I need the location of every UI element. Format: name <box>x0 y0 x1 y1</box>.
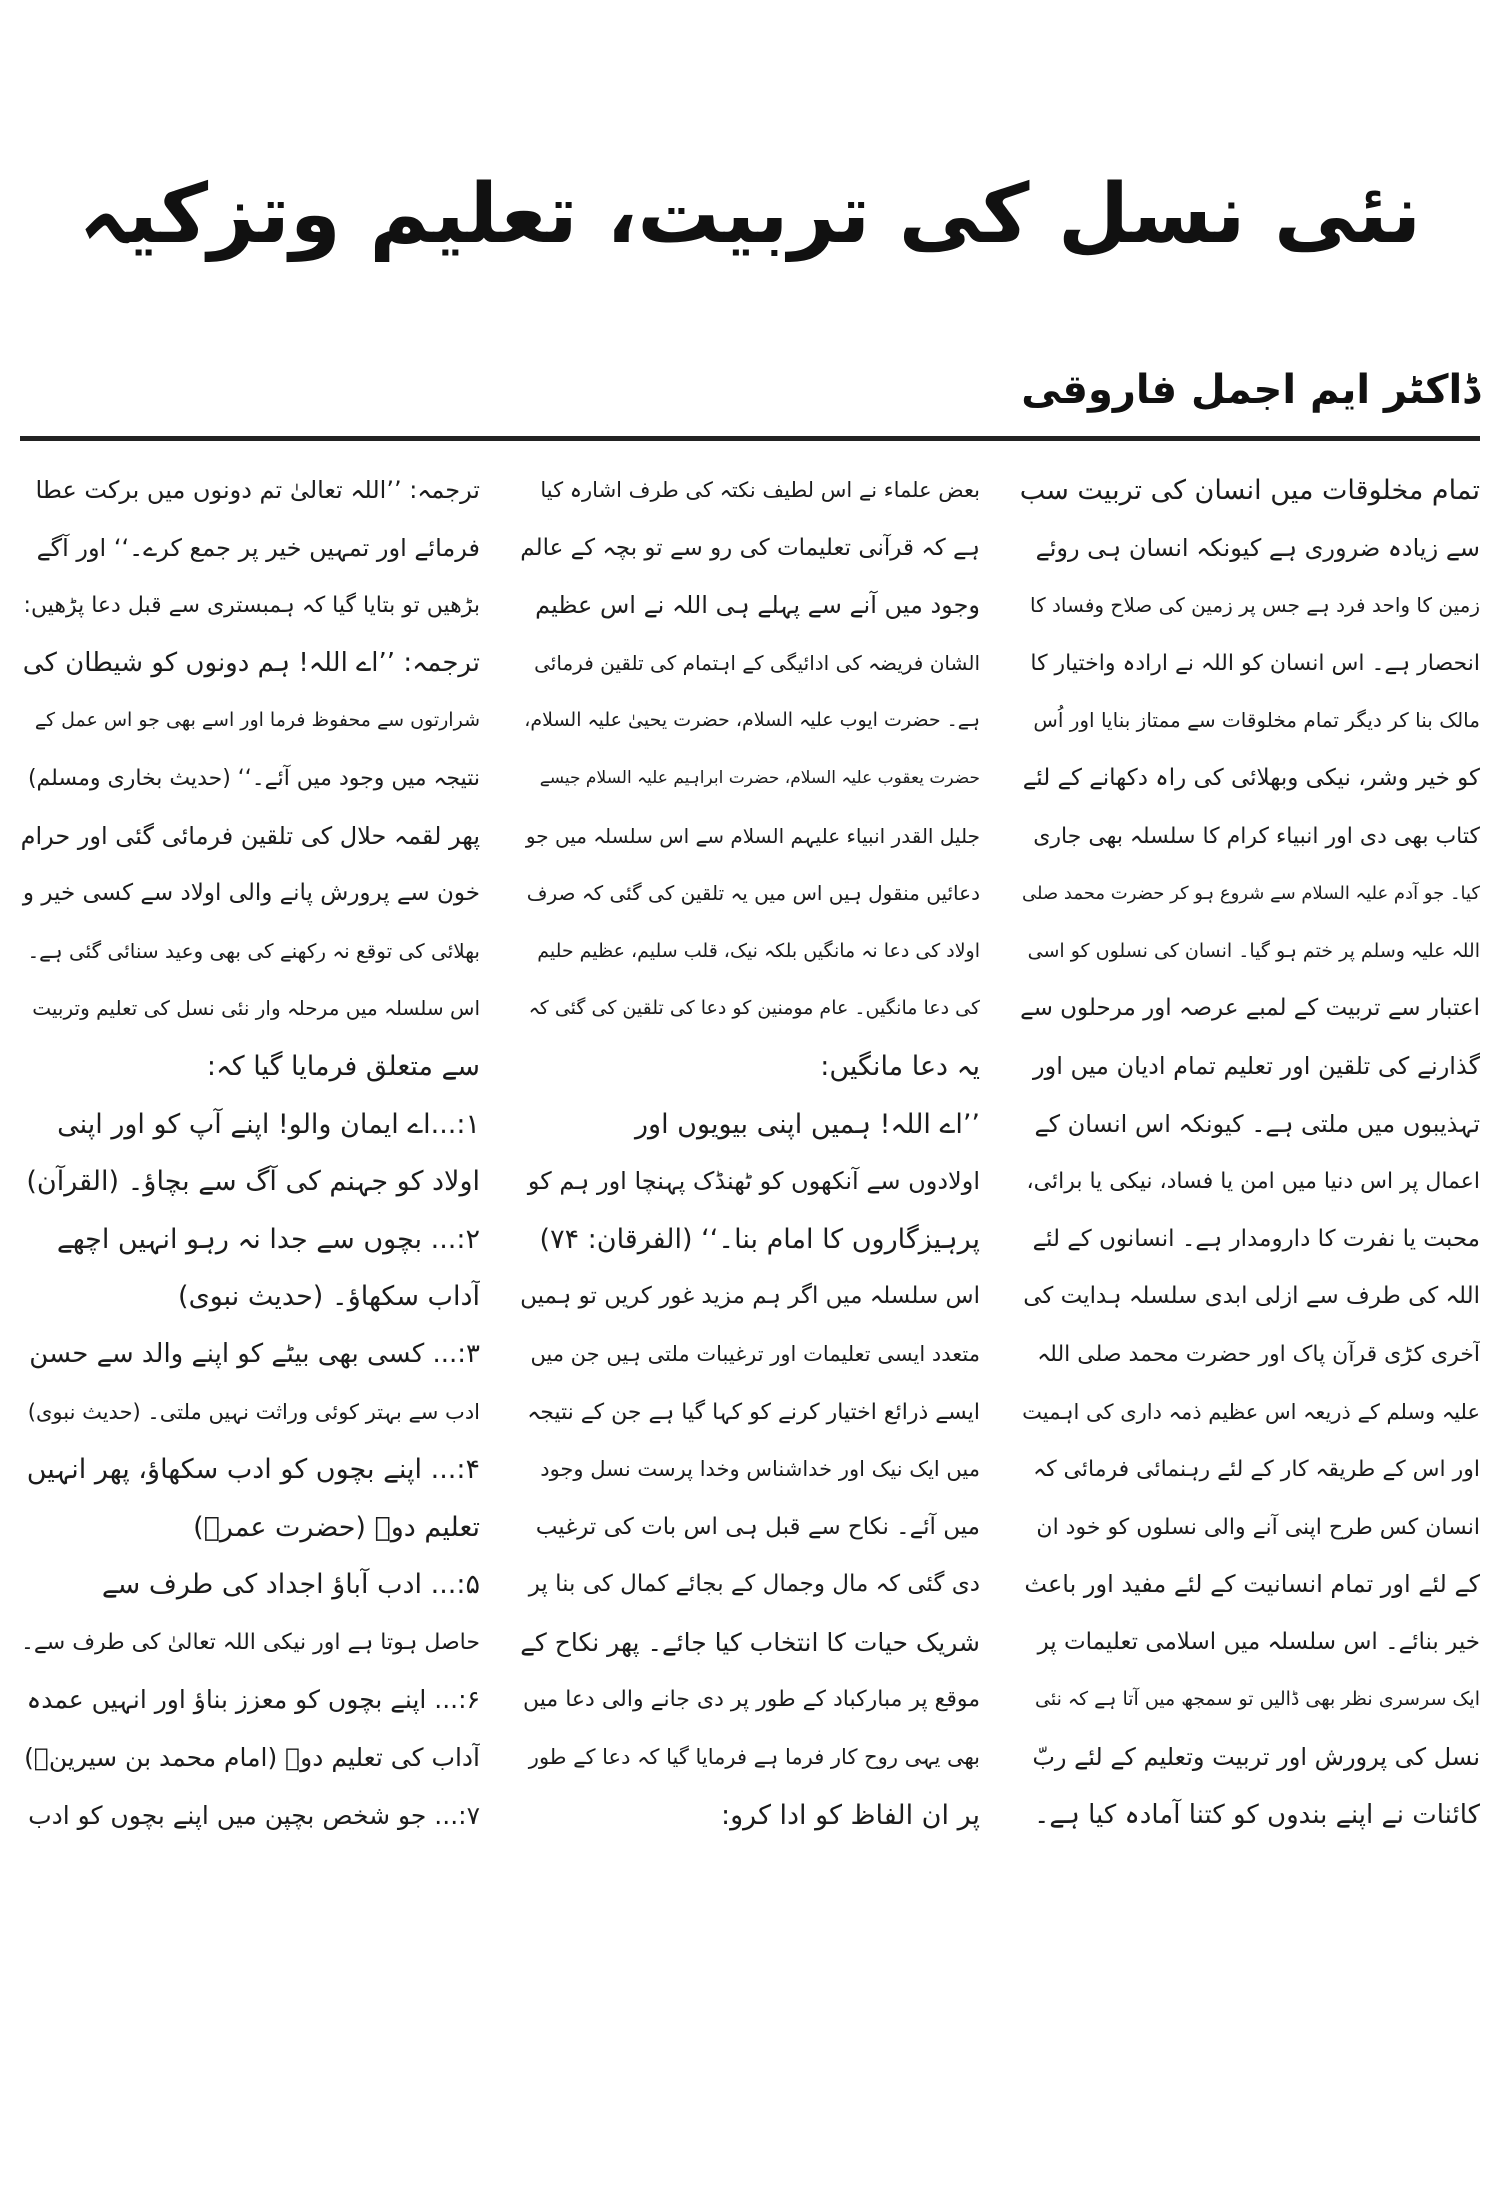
text-line: زمین کا واحد فرد ہے جس پر زمین کی صلاح وفساد کا <box>1030 593 1480 618</box>
text-line: آداب سکھاؤ۔ (حدیث نبوی) <box>178 1281 480 1313</box>
text-line: اللہ کی طرف سے ازلی ابدی سلسلہ ہدایت کی <box>1023 1283 1480 1310</box>
text-line: سے زیادہ ضروری ہے کیونکہ انسان ہی روئے <box>1035 533 1480 562</box>
text-line: انسان کس طرح اپنی آنے والی نسلوں کو خود ان <box>1036 1514 1480 1540</box>
text-line: یہ دعا مانگیں: <box>820 1050 980 1082</box>
text-line: پرہیزگاروں کا امام بنا۔‘‘ (الفرقان: ۷۴) <box>539 1223 980 1255</box>
text-line: سے متعلق فرمایا گیا کہ: <box>206 1050 480 1082</box>
text-line: حاصل ہوتا ہے اور نیکی اللہ تعالیٰ کی طرف سے۔ <box>20 1629 480 1655</box>
text-line: خون سے پرورش پانے والی اولاد سے کسی خیر و <box>22 880 480 907</box>
text-line: اللہ علیہ وسلم پر ختم ہو گیا۔ انسان کی نسلوں کو اسی <box>1027 939 1480 962</box>
text-line: نسل کی پرورش اور تربیت وتعلیم کے لئے ربّ <box>1032 1743 1480 1772</box>
text-line: دی گئی کہ مال وجمال کے بجائے کمال کی بنا پر <box>528 1571 980 1598</box>
text-line: محبت یا نفرت کا دارومدار ہے۔ انسانوں کے لئے <box>1032 1225 1480 1252</box>
text-line: کائنات نے اپنے بندوں کو کتنا آمادہ کیا ہے۔ <box>1034 1799 1480 1830</box>
text-line: کتاب بھی دی اور انبیاء کرام کا سلسلہ بھی جاری <box>1033 823 1480 849</box>
text-line: ہے کہ قرآنی تعلیمات کی رو سے تو بچہ کے عالم <box>520 534 980 561</box>
author-byline: ڈاکٹر ایم اجمل فاروقی <box>1021 367 1480 413</box>
text-line: خیر بنائے۔ اس سلسلہ میں اسلامی تعلیمات پر <box>1037 1628 1480 1655</box>
article-title: نئی نسل کی تربیت، تعلیم وتزکیہ <box>78 167 1422 262</box>
text-line: ۵:... ادب آباؤ اجداد کی طرف سے <box>101 1569 480 1601</box>
text-line: تمام مخلوقات میں انسان کی تربیت سب <box>1020 475 1480 506</box>
text-line: گذارنے کی تلقین اور تعلیم تمام ادیان میں اور <box>1033 1051 1480 1080</box>
text-line: کیا۔ جو آدم علیہ السلام سے شروع ہو کر حضرت محمد صلی <box>1021 883 1480 905</box>
text-line: اس سلسلہ میں مرحلہ وار نئی نسل کی تعلیم وتربیت <box>32 996 480 1021</box>
text-line: ایسے ذرائع اختیار کرنے کو کہا گیا ہے جن کے نتیجہ <box>527 1399 980 1425</box>
text-line: الشان فریضہ کی ادائیگی کے اہتمام کی تلقین فرمائی <box>534 650 980 675</box>
text-line: ترجمہ: ’’اللہ تعالیٰ تم دونوں میں برکت عطا <box>35 476 480 504</box>
text-line: اس سلسلہ میں اگر ہم مزید غور کریں تو ہمیں <box>520 1283 980 1310</box>
text-line: وجود میں آنے سے پہلے ہی اللہ نے اس عظیم <box>535 591 980 620</box>
text-line: ترجمہ: ’’اے اللہ! ہم دونوں کو شیطان کی <box>22 647 480 678</box>
text-line: کو خیر وشر، نیکی وبھلائی کی راہ دکھانے کے لئے <box>1022 764 1480 791</box>
text-line: بڑھیں تو بتایا گیا کہ ہمبستری سے قبل دعا پڑھیں: <box>23 593 480 619</box>
text-line: ایک سرسری نظر بھی ڈالیں تو سمجھ میں آتا ہے کہ نئی <box>1035 1688 1480 1711</box>
text-line: جلیل القدر انبیاء علیہم السلام سے اس سلسلہ میں جو <box>525 823 980 848</box>
text-line: اولاد کو جہنم کی آگ سے بچاؤ۔ (القرآن) <box>26 1166 480 1198</box>
text-line: کی دعا مانگیں۔ عام مومنین کو دعا کی تلقین کی گئی کہ <box>528 997 980 1020</box>
text-line: آداب کی تعلیم دو۔ (امام محمد بن سیرینؒ) <box>24 1743 480 1773</box>
article-column-3 <box>20 462 480 2192</box>
text-line: میں آئے۔ نکاح سے قبل ہی اس بات کی ترغیب <box>535 1513 980 1540</box>
text-line: اور اس کے طریقہ کار کے لئے رہنمائی فرمائی کہ <box>1033 1457 1480 1483</box>
text-line: دعائیں منقول ہیں اس میں یہ تلقین کی گئی کہ صرف <box>526 881 980 906</box>
text-line: ۴:... اپنے بچوں کو ادب سکھاؤ، پھر انہیں <box>26 1454 480 1486</box>
text-line: شریک حیات کا انتخاب کیا جائے۔ پھر نکاح کے <box>520 1627 980 1657</box>
text-line: فرمائے اور تمہیں خیر پر جمع کرے۔‘‘ اور آگے <box>36 533 480 562</box>
text-line: علیہ وسلم کے ذریعہ اس عظیم ذمہ داری کی اہمیت <box>1022 1399 1480 1424</box>
text-line: ہے۔ حضرت ایوب علیہ السلام، حضرت یحییٰ علیہ السلام، <box>524 709 980 732</box>
text-line: کے لئے اور تمام انسانیت کے لئے مفید اور باعث <box>1024 1570 1480 1599</box>
text-line: اولادوں سے آنکھوں کو ٹھنڈک پہنچا اور ہم کو <box>527 1167 980 1196</box>
article-column-1 <box>1020 462 1480 2192</box>
text-line: ’’اے اللہ! ہمیں اپنی بیویوں اور <box>635 1108 980 1140</box>
text-line: ۶:... اپنے بچوں کو معزز بناؤ اور انہیں عمدہ <box>26 1685 480 1715</box>
text-line: ادب سے بہتر کوئی وراثت نہیں ملتی۔ (حدیث نبوی) <box>27 1399 480 1424</box>
text-line: پھر لقمہ حلال کی تلقین فرمائی گئی اور حرام <box>20 821 480 850</box>
text-line: بھی یہی روح کار فرما ہے فرمایا گیا کہ دعا کے طور <box>528 1745 980 1770</box>
text-line: ۲:... بچوں سے جدا نہ رہو انہیں اچھے <box>56 1223 480 1255</box>
text-line: انحصار ہے۔ اس انسان کو اللہ نے ارادہ واختیار کا <box>1030 650 1480 676</box>
text-line: حضرت یعقوب علیہ السلام، حضرت ابراہیم علیہ السلام جیسے <box>539 767 980 788</box>
text-line: بھلائی کی توقع نہ رکھنے کی بھی وعید سنائی گئی ہے۔ <box>27 938 480 963</box>
text-line: آخری کڑی قرآن پاک اور حضرت محمد صلی اللہ <box>1037 1341 1480 1367</box>
text-line: متعدد ایسی تعلیمات اور ترغیبات ملتی ہیں جن میں <box>530 1341 980 1366</box>
text-line: مالک بنا کر دیگر تمام مخلوقات سے ممتاز بنایا اور اُس <box>1033 708 1480 733</box>
text-line: شرارتوں سے محفوظ فرما اور اسے بھی جو اس عمل کے <box>34 709 480 732</box>
text-line: تعلیم دو۔ (حضرت عمرؓ) <box>193 1511 480 1543</box>
text-line: میں ایک نیک اور خداشناس وخدا پرست نسل وجود <box>540 1457 980 1482</box>
text-line: تہذیبوں میں ملتی ہے۔ کیونکہ اس انسان کے <box>1034 1109 1480 1138</box>
text-line: ۷:... جو شخص بچپن میں اپنے بچوں کو ادب <box>28 1800 480 1830</box>
text-line: اعتبار سے تربیت کے لمبے عرصہ اور مرحلوں سے <box>1020 995 1480 1022</box>
text-line: موقع پر مبارکباد کے طور پر دی جانے والی دعا میں <box>523 1687 980 1713</box>
text-line: پر ان الفاظ کو ادا کرو: <box>721 1799 980 1831</box>
text-line: بعض علماء نے اس لطیف نکتہ کی طرف اشارہ کیا <box>540 478 980 502</box>
text-line: ۱:...اے ایمان والو! اپنے آپ کو اور اپنی <box>57 1108 480 1140</box>
text-line: اعمال پر اس دنیا میں امن یا فساد، نیکی یا برائی، <box>1026 1169 1480 1195</box>
article-column-2 <box>520 462 980 2192</box>
header-divider <box>20 436 1480 441</box>
text-line: ۳:... کسی بھی بیٹے کو اپنے والد سے حسن <box>29 1338 480 1369</box>
text-line: نتیجہ میں وجود میں آئے۔‘‘ (حدیث بخاری ومسلم) <box>27 765 480 791</box>
text-line: اولاد کی دعا نہ مانگیں بلکہ نیک، قلب سلیم، عظیم حلیم <box>537 939 980 962</box>
